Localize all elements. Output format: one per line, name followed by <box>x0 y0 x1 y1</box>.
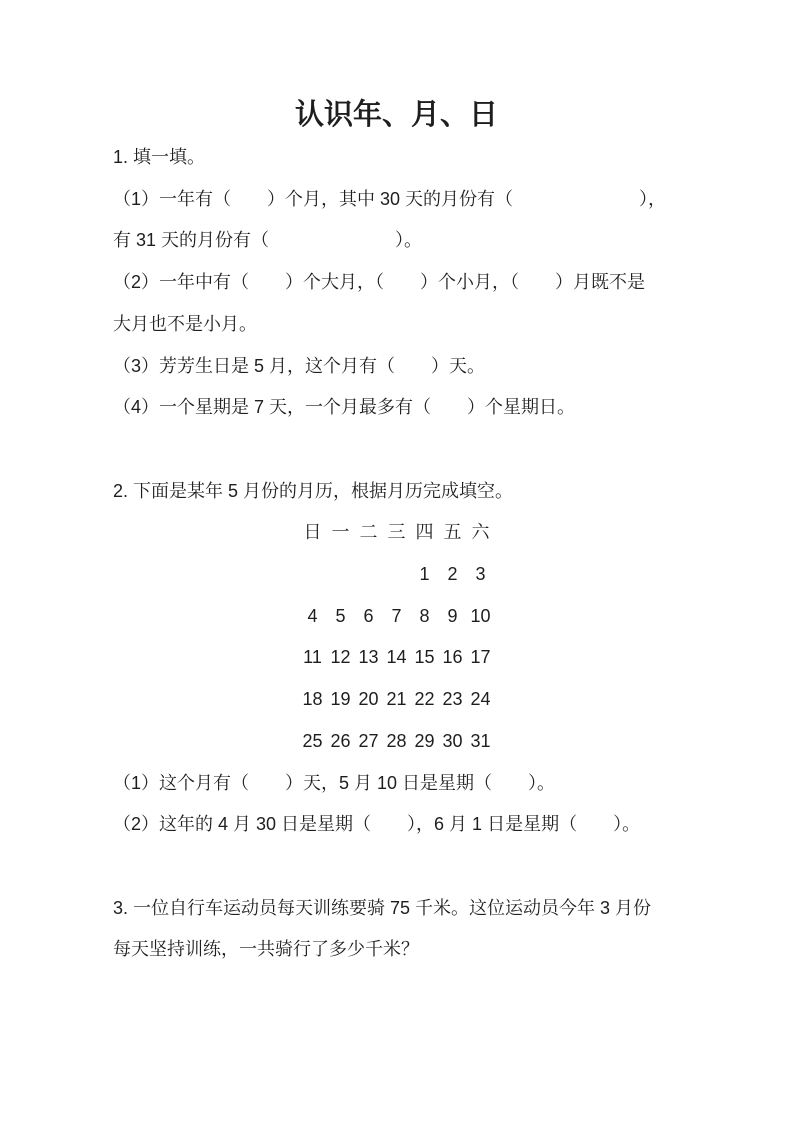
calendar-day: 21 <box>386 689 407 710</box>
calendar-week-row <box>299 637 495 679</box>
may-calendar <box>299 512 495 762</box>
q3-line-1: 3. 一位自行车运动员每天训练要骑 75 千米。这位运动员今年 3 月份 <box>113 897 652 918</box>
calendar-day: 10 <box>470 605 491 626</box>
calendar-day: 5 <box>335 605 346 626</box>
q1-blank-line-4: （4）一个星期是 7 天，一个月最多有（ ）个星期日。 <box>113 397 576 418</box>
calendar-day <box>355 554 383 596</box>
calendar-day: 31 <box>470 730 491 751</box>
calendar-day: 30 <box>442 730 463 751</box>
calendar-day <box>383 554 411 596</box>
q2-heading: 2. 下面是某年 5 月份的月历，根据月历完成填空。 <box>113 480 514 501</box>
calendar-day: 4 <box>307 605 318 626</box>
calendar-day: 8 <box>419 605 430 626</box>
calendar-weekday-row <box>299 512 495 554</box>
calendar-day: 22 <box>414 689 435 710</box>
calendar-day: 23 <box>442 689 463 710</box>
calendar-day: 24 <box>470 689 491 710</box>
calendar-week-row <box>299 721 495 763</box>
section-gap-2 <box>113 846 680 888</box>
calendar-weekday-wed: 三 <box>387 522 406 543</box>
calendar-week-row <box>299 679 495 721</box>
calendar-day: 20 <box>358 689 379 710</box>
q1-blank-line-2-cont: 大月也不是小月。 <box>113 313 257 334</box>
calendar-day: 28 <box>386 730 407 751</box>
calendar-day: 12 <box>330 647 351 668</box>
calendar-day: 13 <box>358 647 379 668</box>
calendar-day: 3 <box>475 564 486 585</box>
calendar-day: 6 <box>363 605 374 626</box>
calendar-day: 2 <box>447 564 458 585</box>
calendar-day: 7 <box>391 605 402 626</box>
calendar-day <box>327 554 355 596</box>
q2-sub-question-2: （2）这年的 4 月 30 日是星期（ ），6 月 1 日是星期（ ）。 <box>113 814 641 835</box>
q3-line-2: 每天坚持训练，一共骑行了多少千米？ <box>113 939 419 960</box>
calendar-day: 14 <box>386 647 407 668</box>
calendar-week-row <box>299 554 495 596</box>
calendar-weekday-tue: 二 <box>359 522 378 543</box>
q1-blank-line-2: （2）一年中有（ ）个大月，（ ）个小月，（ ）月既不是 <box>113 272 646 293</box>
calendar-day: 18 <box>302 689 323 710</box>
q1-blank-line-1-cont: 有 31 天的月份有（ ）。 <box>113 230 423 251</box>
q1-heading: 1. 填一填。 <box>113 147 206 167</box>
calendar-day: 29 <box>414 730 435 751</box>
calendar-day: 17 <box>470 647 491 668</box>
calendar-day: 25 <box>302 730 323 751</box>
q1-blank-line-1: （1）一年有（ ）个月，其中 30 天的月份有（ ）， <box>113 188 667 209</box>
q1-blank-line-3: （3）芳芳生日是 5 月，这个月有（ ）天。 <box>113 355 486 376</box>
calendar-weekday-fri: 五 <box>443 522 462 543</box>
calendar-day: 16 <box>442 647 463 668</box>
calendar-day: 11 <box>303 647 322 668</box>
q2-sub-question-1: （1）这个月有（ ）天，5 月 10 日是星期（ ）。 <box>113 772 556 793</box>
section-gap-1 <box>113 429 680 471</box>
calendar-day: 1 <box>419 564 430 585</box>
calendar-day: 19 <box>330 689 351 710</box>
calendar-weekday-mon: 一 <box>331 522 350 543</box>
calendar-day: 15 <box>414 647 435 668</box>
calendar-day: 27 <box>358 730 379 751</box>
page-title: 认识年、月、日 <box>294 99 498 131</box>
calendar-weekday-thu: 四 <box>415 522 434 543</box>
calendar-week-row <box>299 596 495 638</box>
calendar-weekday-sun: 日 <box>303 522 322 543</box>
calendar-day <box>299 554 327 596</box>
calendar-day: 26 <box>330 730 351 751</box>
calendar-weekday-sat: 六 <box>471 522 490 543</box>
calendar-day: 9 <box>447 605 458 626</box>
